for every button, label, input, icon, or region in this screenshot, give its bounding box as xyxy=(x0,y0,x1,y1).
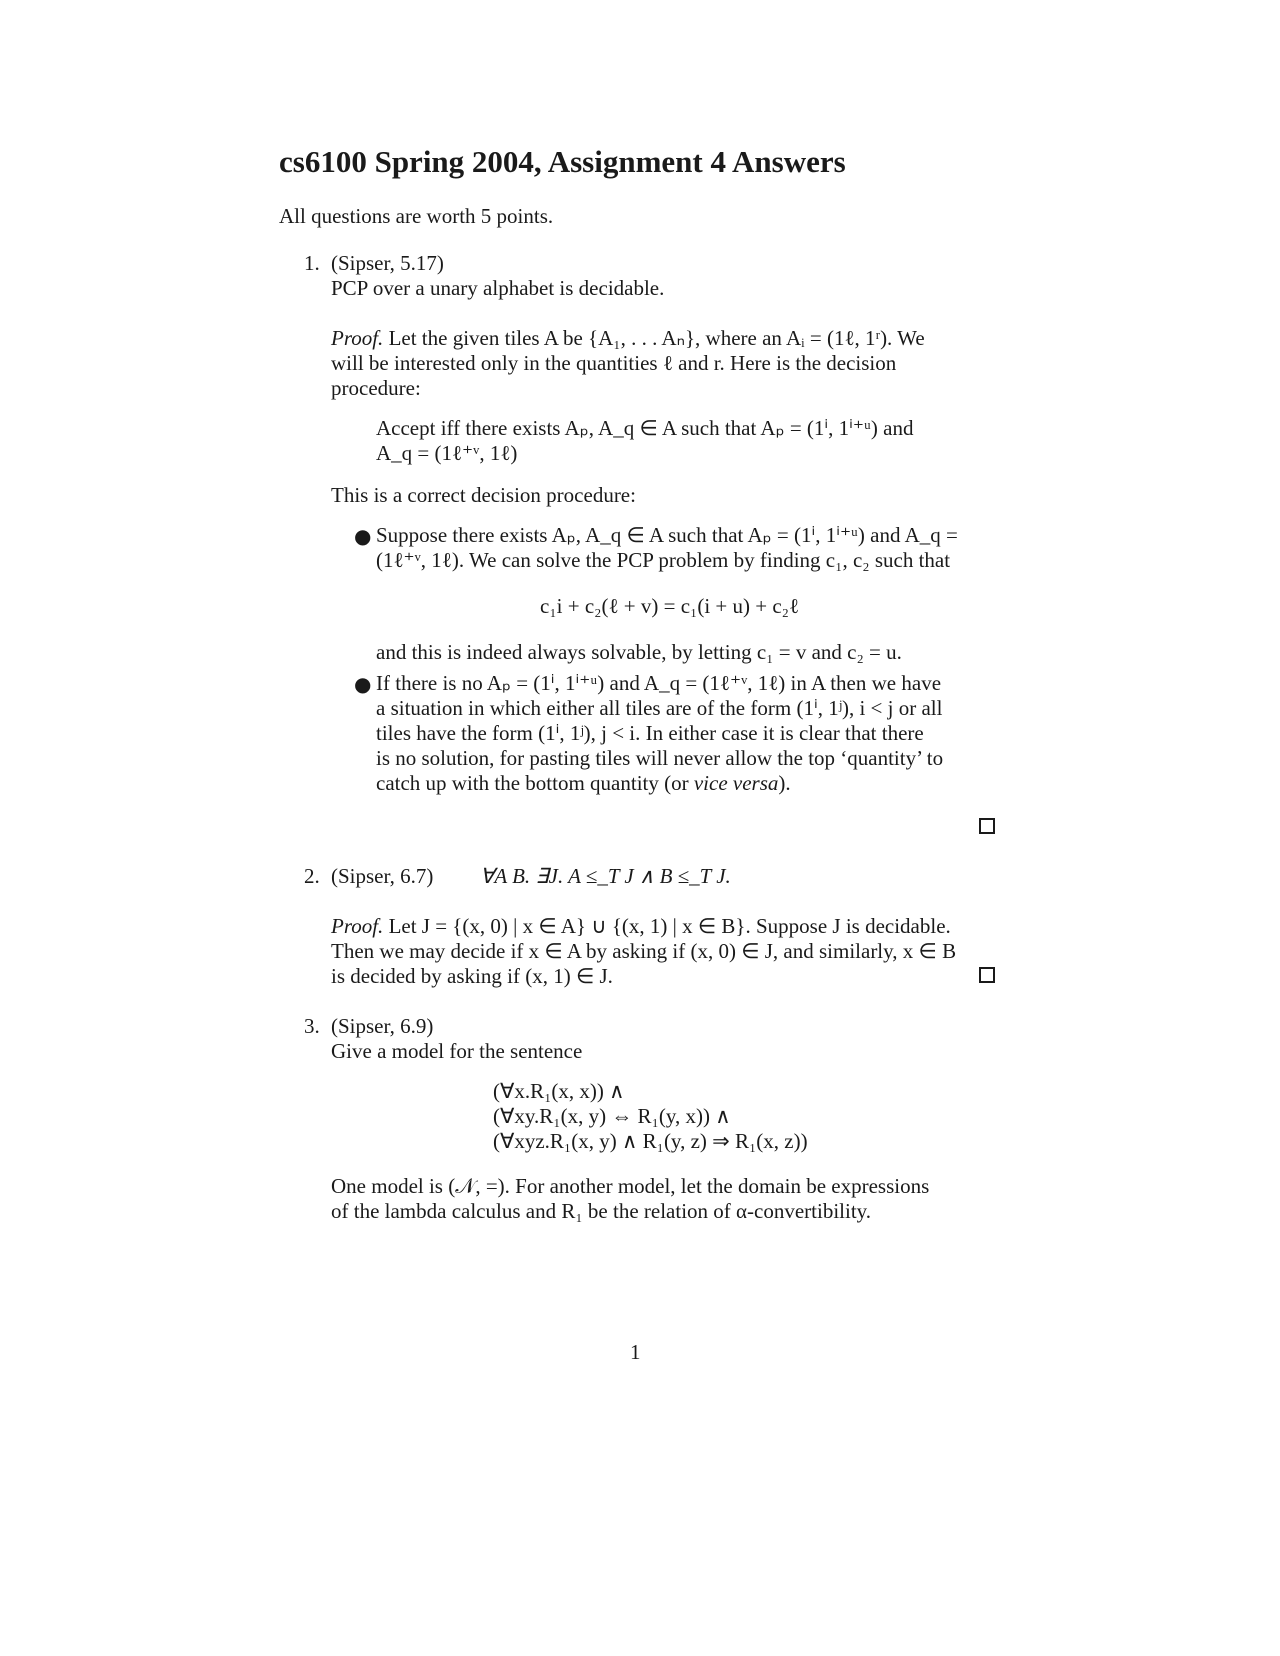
q3-number: 3. xyxy=(304,1014,320,1038)
q3-formula-line-3: (∀xyz.R₁(x, y) ∧ R₁(y, z) ⇒ R₁(x, z)) xyxy=(493,1129,808,1153)
bullet2-line5-start: catch up with the bottom quantity (or xyxy=(376,771,694,795)
q2-proof-line-2: Then we may decide if x ∈ A by asking if (x, 0) ∈ J, and similarly, x ∈ B xyxy=(331,939,957,963)
q2-number: 2. xyxy=(304,864,320,888)
q3-formula-line-1: (∀x.R₁(x, x)) ∧ xyxy=(493,1079,625,1103)
q3-ref: (Sipser, 6.9) xyxy=(331,1014,434,1038)
q1-equation: c₁i + c₂(ℓ + v) = c₁(i + u) + c₂ℓ xyxy=(540,594,800,618)
q1-bullet1-line-2: (1ℓ⁺ᵛ, 1ℓ). We can solve the PCP problem by finding c₁, c₂ such that xyxy=(376,548,951,572)
q3-formula-line-2: (∀xy.R₁(x, y) ⇔ R₁(y, x)) ∧ xyxy=(493,1104,731,1128)
vice-versa-text: vice versa xyxy=(693,771,779,795)
q2-proof-line-1 xyxy=(331,914,951,939)
qed-square-icon xyxy=(979,967,995,983)
q1-proof-line-2: will be interested only in the quantities ℓ and r. Here is the decision xyxy=(331,351,897,375)
q1-ref: (Sipser, 5.17) xyxy=(331,251,444,275)
proof-label: Proof. xyxy=(331,914,384,938)
proof-line-1-text: Let the given tiles A be {A₁, . . . Aₙ}, where an Aᵢ = (1ℓ, 1ʳ). We xyxy=(383,326,925,350)
q1-bullet2-line-4: is no solution, for pasting tiles will never allow the top ‘quantity’ to xyxy=(376,746,944,770)
q3-answer-line-2: of the lambda calculus and R₁ be the relation of α-convertibility. xyxy=(331,1199,872,1223)
q1-correct-text: This is a correct decision procedure: xyxy=(331,483,636,507)
qed-square-icon xyxy=(979,818,995,834)
q1-accept-line-1: Accept iff there exists Aₚ, A_q ∈ A such that Aₚ = (1ⁱ, 1ⁱ⁺ᵘ) and xyxy=(376,416,914,440)
q1-proof-line-1 xyxy=(331,326,995,351)
q1-bullet2-line-2: a situation in which either all tiles are of the form (1ⁱ, 1ʲ), i < j or all xyxy=(376,696,943,720)
q1-number: 1. xyxy=(304,251,320,275)
q2-statement: ∀A B. ∃J. A ≤_T J ∧ B ≤_T J. xyxy=(480,864,731,888)
q1-bullet1-line-1: Suppose there exists Aₚ, A_q ∈ A such that Aₚ = (1ⁱ, 1ⁱ⁺ᵘ) and A_q = xyxy=(376,523,958,547)
q1-proof-line-3: procedure: xyxy=(331,376,421,400)
page-title: cs6100 Spring 2004, Assignment 4 Answers xyxy=(279,144,846,179)
q1-accept-line-2: A_q = (1ℓ⁺ᵛ, 1ℓ) xyxy=(376,441,518,465)
q1-bullet1-line-3: and this is indeed always solvable, by letting c₁ = v and c₂ = u. xyxy=(376,640,902,664)
bullet-icon: ● xyxy=(354,672,372,696)
q3-answer-line-1: One model is (𝒩, =). For another model, let the domain be expressions xyxy=(331,1174,930,1198)
q1-bullet2-line-3: tiles have the form (1ⁱ, 1ʲ), j < i. In either case it is clear that there xyxy=(376,721,924,745)
q1-bullet2-line-1: If there is no Aₚ = (1ⁱ, 1ⁱ⁺ᵘ) and A_q = (1ℓ⁺ᵛ, 1ℓ) in A then we have xyxy=(376,671,942,695)
bullet2-line5-end: ). xyxy=(778,771,791,795)
q2-ref: (Sipser, 6.7) xyxy=(331,864,434,888)
q1-statement: PCP over a unary alphabet is decidable. xyxy=(331,276,665,300)
q3-statement: Give a model for the sentence xyxy=(331,1039,583,1063)
bullet-icon: ● xyxy=(354,524,372,548)
q1-bullet2-line-5 xyxy=(376,771,791,796)
proof-label: Proof. xyxy=(331,326,384,350)
q2-proof-line-1-text: Let J = {(x, 0) | x ∈ A} ∪ {(x, 1) | x ∈ B}. Suppose J is decidable. xyxy=(383,914,951,938)
q2-proof-line-3: is decided by asking if (x, 1) ∈ J. xyxy=(331,964,613,988)
intro-text: All questions are worth 5 points. xyxy=(279,204,554,228)
page-number: 1 xyxy=(630,1340,641,1364)
